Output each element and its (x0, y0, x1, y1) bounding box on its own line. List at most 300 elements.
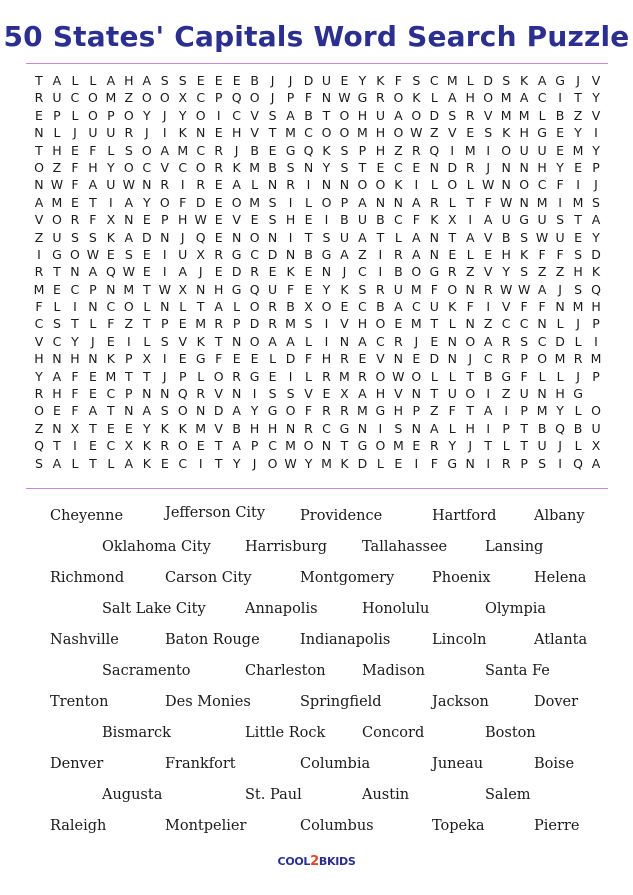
grid-letter: F (538, 246, 546, 262)
grid-row (30, 89, 605, 106)
grid-letter: O (339, 125, 350, 141)
grid-letter: E (394, 316, 403, 332)
grid-letter: W (392, 368, 405, 384)
grid-letter: N (429, 159, 439, 175)
grid-row (30, 142, 605, 159)
grid-letter: O (249, 90, 260, 106)
grid-letter: Q (591, 281, 601, 297)
grid-letter: R (34, 90, 44, 106)
grid-letter: M (357, 125, 368, 141)
grid-letter: O (123, 299, 134, 315)
grid-letter: O (177, 438, 188, 454)
grid-letter: M (339, 368, 350, 384)
word-item: Oklahoma City (102, 539, 211, 555)
grid-letter: Y (448, 438, 457, 454)
grid-letter: A (52, 368, 62, 384)
grid-letter: I (468, 212, 473, 228)
grid-letter: A (358, 194, 367, 210)
grid-letter: A (160, 142, 170, 158)
grid-letter: V (394, 386, 403, 402)
grid-letter: Y (322, 281, 331, 297)
grid-letter: E (196, 438, 205, 454)
grid-letter: R (340, 403, 349, 419)
grid-letter: A (412, 246, 421, 262)
grid-letter: X (447, 212, 457, 228)
word-item: Carson City (165, 570, 252, 586)
grid-letter: U (537, 438, 547, 454)
grid-letter: K (340, 281, 349, 297)
grid-row (30, 281, 605, 298)
grid-letter: W (535, 229, 549, 245)
grid-letter: A (483, 403, 493, 419)
page-title: 50 States' Capitals Word Search Puzzle (3, 20, 630, 53)
grid-letter: E (88, 438, 97, 454)
grid-letter: W (86, 246, 100, 262)
grid-letter: E (106, 246, 115, 262)
grid-letter: M (105, 90, 117, 106)
grid-letter: R (340, 351, 349, 367)
grid-letter: C (178, 455, 188, 471)
word-item: Sacramento (102, 663, 191, 679)
grid-letter: I (414, 177, 419, 193)
grid-letter: H (249, 420, 260, 436)
grid-letter: N (537, 386, 547, 402)
grid-letter: D (249, 316, 260, 332)
grid-letter: L (107, 142, 115, 158)
grid-letter: M (572, 142, 584, 158)
grid-letter: D (231, 264, 242, 280)
grid-letter: E (448, 246, 457, 262)
grid-letter: F (71, 368, 79, 384)
grid-letter: N (537, 316, 547, 332)
grid-letter: U (88, 125, 98, 141)
grid-letter: M (51, 194, 63, 210)
grid-letter: R (465, 107, 475, 123)
grid-letter: Y (502, 264, 510, 280)
grid-letter: H (591, 299, 601, 315)
grid-letter: Q (177, 386, 188, 402)
grid-letter: Q (195, 229, 206, 245)
grid-letter: D (303, 73, 314, 88)
grid-letter: U (393, 281, 403, 297)
grid-letter: C (142, 159, 152, 175)
grid-letter: J (144, 125, 149, 141)
grid-letter: W (410, 125, 423, 141)
grid-letter: E (88, 368, 97, 384)
grid-letter: K (232, 159, 241, 175)
grid-letter: N (375, 194, 386, 210)
grid-letter: Q (231, 90, 242, 106)
grid-letter: A (52, 73, 62, 88)
grid-letter: M (177, 142, 189, 158)
grid-letter: Z (124, 316, 134, 332)
grid-letter: G (339, 420, 350, 436)
grid-letter: L (394, 229, 402, 245)
grid-letter: Y (71, 333, 79, 349)
grid-letter: T (107, 403, 115, 419)
grid-letter: N (465, 455, 475, 471)
grid-letter: H (231, 125, 242, 141)
grid-letter: M (536, 194, 548, 210)
grid-letter: M (195, 420, 207, 436)
grid-letter: E (178, 316, 187, 332)
grid-letter: E (304, 264, 313, 280)
grid-letter: I (504, 403, 509, 419)
grid-letter: H (357, 316, 368, 332)
grid-letter: T (340, 438, 349, 454)
grid-letter: H (555, 386, 565, 402)
grid-letter: N (231, 229, 242, 245)
grid-letter: F (520, 368, 528, 384)
grid-letter: Y (142, 420, 151, 436)
grid-letter: L (376, 455, 384, 471)
grid-letter: L (89, 73, 97, 88)
grid-letter: C (393, 159, 403, 175)
grid-letter: C (106, 386, 116, 402)
grid-letter: W (194, 212, 207, 228)
grid-letter: Y (556, 159, 564, 175)
grid-letter: Y (592, 142, 600, 158)
grid-letter: A (88, 264, 98, 280)
grid-letter: F (286, 281, 295, 297)
grid-letter: T (196, 299, 205, 315)
grid-letter: O (213, 368, 224, 384)
grid-letter: E (70, 142, 79, 158)
grid-letter: J (270, 90, 275, 106)
grid-row (30, 107, 605, 124)
grid-letter: N (321, 177, 332, 193)
grid-letter: N (160, 386, 170, 402)
word-item: St. Paul (245, 787, 302, 803)
grid-letter: L (71, 73, 79, 88)
grid-letter: A (412, 229, 421, 245)
word-item: Lincoln (432, 632, 487, 648)
grid-letter: L (448, 368, 456, 384)
grid-letter: M (123, 281, 135, 297)
grid-letter: W (50, 177, 64, 193)
grid-letter: O (393, 90, 404, 106)
grid-letter: V (483, 107, 493, 123)
grid-letter: E (106, 333, 115, 349)
grid-letter: M (285, 125, 296, 141)
grid-letter: F (71, 159, 79, 175)
grid-letter: G (357, 438, 368, 454)
grid-row (30, 211, 605, 228)
grid-letter: C (34, 316, 44, 332)
grid-letter: Q (555, 420, 565, 436)
grid-letter: D (591, 246, 601, 262)
grid-letter: V (304, 386, 313, 402)
grid-letter: F (448, 403, 456, 419)
grid-letter: G (429, 264, 440, 280)
grid-letter: O (447, 281, 458, 297)
grid-letter: E (214, 125, 223, 141)
grid-letter: K (448, 299, 457, 315)
grid-letter: T (214, 455, 223, 471)
grid-letter: E (556, 125, 565, 141)
grid-letter: M (285, 438, 296, 454)
grid-letter: G (231, 281, 242, 297)
grid-letter: A (537, 281, 547, 297)
grid-letter: A (142, 403, 152, 419)
grid-letter: I (414, 455, 419, 471)
grid-letter: Y (178, 107, 187, 123)
grid-letter: O (321, 194, 332, 210)
grid-row (30, 124, 605, 141)
grid-letter: A (340, 246, 349, 262)
grid-letter: V (160, 159, 170, 175)
grid-letter: C (519, 316, 529, 332)
grid-letter: P (358, 142, 367, 158)
grid-letter: E (106, 420, 115, 436)
grid-letter: I (162, 264, 167, 280)
grid-letter: J (162, 368, 167, 384)
grid-letter: E (53, 403, 61, 419)
grid-letter: E (214, 229, 223, 245)
grid-letter: M (33, 281, 45, 297)
grid-letter: L (430, 90, 438, 106)
grid-letter: U (501, 212, 511, 228)
grid-letter: F (179, 194, 187, 210)
grid-letter: O (339, 107, 350, 123)
grid-letter: A (358, 386, 367, 402)
grid-letter: A (124, 229, 134, 245)
grid-letter: C (501, 316, 511, 332)
grid-letter: C (411, 299, 421, 315)
grid-letter: L (305, 333, 312, 349)
grid-letter: R (268, 299, 277, 315)
grid-letter: O (141, 142, 152, 158)
grid-letter: R (447, 264, 457, 280)
grid-letter: T (466, 368, 475, 384)
grid-letter: U (519, 142, 529, 158)
grid-letter: H (375, 125, 386, 141)
grid-letter: N (411, 420, 421, 436)
word-item: Cheyenne (50, 508, 124, 524)
grid-letter: O (321, 299, 332, 315)
grid-letter: L (305, 194, 312, 210)
grid-letter: Y (250, 403, 259, 419)
grid-letter: I (378, 264, 383, 280)
grid-letter: I (576, 177, 580, 193)
grid-letter: W (122, 264, 136, 280)
word-item: Santa Fe (485, 663, 550, 679)
grid-letter: S (70, 229, 79, 245)
grid-letter: K (142, 438, 151, 454)
grid-letter: F (89, 142, 97, 158)
grid-letter: J (486, 159, 491, 175)
grid-letter: I (486, 420, 491, 436)
grid-letter: H (321, 351, 332, 367)
grid-letter: O (375, 368, 386, 384)
grid-letter: O (375, 316, 386, 332)
grid-letter: L (71, 107, 79, 123)
grid-letter: U (106, 125, 116, 141)
grid-letter: K (196, 333, 205, 349)
word-item: Olympia (485, 601, 547, 617)
word-item: Nashville (50, 632, 119, 648)
grid-letter: E (556, 142, 565, 158)
grid-letter: R (322, 368, 331, 384)
grid-letter: R (501, 351, 511, 367)
grid-letter: F (304, 351, 313, 367)
grid-letter: N (52, 420, 62, 436)
grid-letter: D (429, 107, 440, 123)
grid-letter: E (178, 351, 187, 367)
grid-letter: F (89, 212, 97, 228)
grid-letter: Z (537, 264, 547, 280)
grid-letter: I (162, 246, 167, 262)
grid-letter: S (538, 455, 547, 471)
grid-letter: Y (592, 90, 600, 106)
grid-letter: R (196, 386, 206, 402)
grid-letter: O (447, 177, 458, 193)
grid-letter: N (555, 299, 565, 315)
grid-letter: P (89, 281, 97, 297)
grid-letter: I (198, 455, 203, 471)
grid-letter: L (574, 438, 582, 454)
grid-letter: P (592, 159, 600, 175)
grid-letter: T (214, 438, 223, 454)
grid-letter: M (249, 194, 260, 210)
grid-letter: O (411, 264, 422, 280)
grid-letter: K (520, 73, 529, 88)
grid-letter: F (35, 299, 43, 315)
grid-letter: R (34, 386, 44, 402)
grid-letter: I (109, 194, 113, 210)
grid-letter: W (499, 194, 513, 210)
grid-letter: K (178, 125, 187, 141)
grid-letter: L (143, 333, 151, 349)
word-item: Providence (300, 508, 383, 524)
grid-row (30, 72, 605, 89)
grid-letter: O (393, 125, 404, 141)
word-item: Austin (362, 787, 410, 803)
grid-letter: N (231, 386, 242, 402)
grid-letter: X (178, 281, 188, 297)
grid-letter: N (429, 246, 439, 262)
grid-letter: J (180, 229, 185, 245)
grid-letter: L (197, 368, 205, 384)
grid-letter: F (215, 351, 223, 367)
grid-letter: O (267, 455, 278, 471)
grid-letter: N (106, 281, 116, 297)
grid-letter: Y (107, 159, 115, 175)
grid-letter: O (249, 299, 260, 315)
grid-letter: A (52, 455, 62, 471)
grid-letter: P (520, 455, 528, 471)
grid-letter: T (520, 420, 528, 436)
grid-letter: B (250, 73, 259, 88)
grid-letter: A (465, 229, 475, 245)
grid-letter: C (322, 420, 331, 436)
grid-letter: E (484, 246, 493, 262)
grid-letter: A (232, 438, 241, 454)
grid-letter: C (537, 90, 547, 106)
grid-letter: R (268, 316, 277, 332)
grid-letter: E (376, 159, 385, 175)
grid-letter: V (178, 333, 188, 349)
grid-letter: I (73, 299, 77, 315)
grid-letter: N (501, 159, 511, 175)
grid-row (30, 455, 605, 472)
grid-letter: E (232, 351, 241, 367)
grid-letter: V (376, 351, 385, 367)
grid-letter: B (304, 246, 313, 262)
grid-letter: K (430, 212, 439, 228)
grid-letter: V (250, 107, 259, 123)
grid-letter: N (339, 177, 350, 193)
grid-letter: A (106, 73, 116, 88)
grid-letter: S (358, 281, 367, 297)
word-item: Hartford (432, 508, 497, 524)
grid-letter: T (89, 420, 97, 436)
grid-letter: R (358, 368, 367, 384)
grid-letter: A (591, 212, 601, 228)
grid-letter: T (358, 159, 367, 175)
grid-letter: T (35, 73, 43, 88)
grid-letter: I (306, 177, 311, 193)
grid-letter: M (249, 159, 260, 175)
word-item: Madison (362, 663, 425, 679)
grid-letter: L (448, 420, 456, 436)
grid-letter: E (142, 246, 151, 262)
grid-letter: O (177, 403, 188, 419)
grid-letter: A (394, 299, 403, 315)
grid-letter: O (483, 90, 494, 106)
grid-letter: F (484, 194, 492, 210)
grid-letter: A (358, 229, 367, 245)
grid-letter: P (53, 107, 61, 123)
grid-letter: P (340, 194, 349, 210)
grid-letter: Z (124, 90, 134, 106)
grid-letter: R (214, 142, 224, 158)
word-item: Montpelier (165, 818, 247, 834)
grid-row (30, 368, 605, 385)
grid-letter: L (466, 177, 474, 193)
grid-letter: T (35, 142, 43, 158)
grid-letter: Z (430, 125, 439, 141)
grid-letter: S (160, 73, 169, 88)
grid-letter: N (411, 386, 421, 402)
grid-letter: O (591, 403, 601, 419)
grid-letter: R (214, 159, 224, 175)
grid-letter: F (304, 403, 313, 419)
grid-letter: T (142, 281, 151, 297)
grid-letter: M (500, 107, 512, 123)
grid-letter: R (160, 438, 170, 454)
grid-letter: I (486, 299, 491, 315)
grid-letter: S (502, 73, 511, 88)
grid-letter: V (447, 125, 457, 141)
grid-letter: R (394, 246, 403, 262)
grid-letter: K (340, 455, 349, 471)
grid-letter: Q (303, 142, 314, 158)
grid-letter: N (196, 125, 206, 141)
grid-letter: L (430, 177, 438, 193)
grid-letter: C (483, 351, 493, 367)
letter-grid (30, 72, 605, 472)
grid-letter: F (71, 403, 79, 419)
grid-letter: Y (592, 229, 600, 245)
grid-letter: A (591, 455, 601, 471)
grid-letter: U (178, 246, 188, 262)
grid-letter: J (342, 264, 347, 280)
grid-letter: L (107, 455, 115, 471)
grid-letter: K (160, 420, 169, 436)
grid-letter: S (304, 316, 313, 332)
grid-letter: R (465, 159, 475, 175)
